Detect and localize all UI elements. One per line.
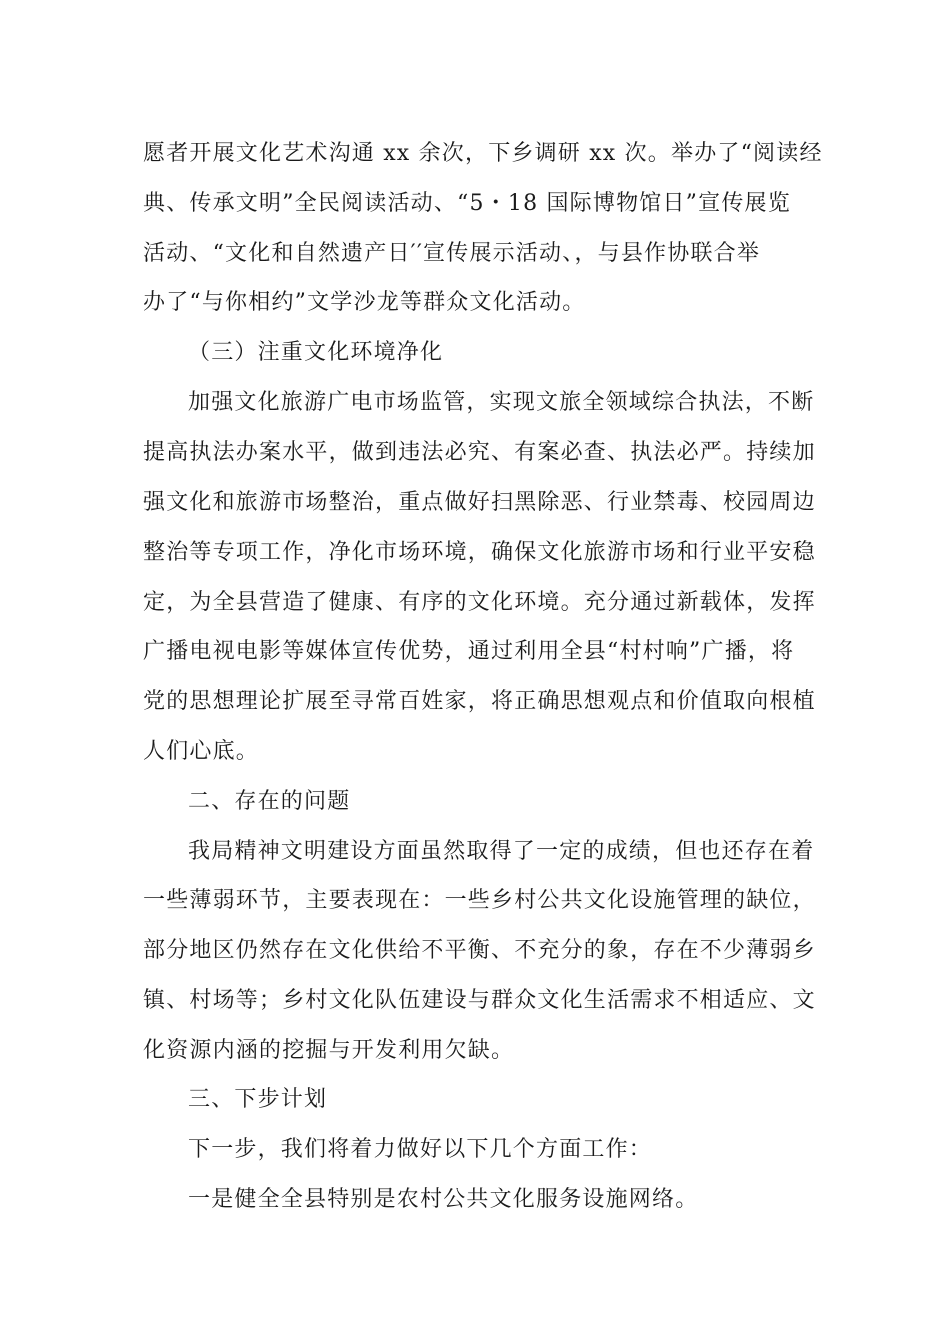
text-line: 下一步，我们将着力做好以下几个方面工作：	[188, 1137, 653, 1162]
text-line: 加强文化旅游广电市场监管，实现文旅全领域综合执法，不断	[188, 390, 815, 415]
text-line: 定，为全县营造了健康、有序的文化环境。充分通过新载体，发挥	[143, 590, 816, 615]
text-line: 愿者开展文化艺术沟通 xx 余次，下乡调研 xx 次。举办了“阅读经	[143, 141, 823, 166]
text-line: 广播电视电影等媒体宣传优势，通过利用全县“村村响”广播，将	[143, 639, 795, 664]
text-line: 一是健全全县特别是农村公共文化服务设施网络。	[188, 1187, 699, 1212]
section-heading: 三、下步计划	[188, 1087, 328, 1112]
text-line: 镇、村场等；乡村文化队伍建设与群众文化生活需求不相适应、文	[143, 988, 816, 1013]
text-line: 人们心底。	[143, 739, 260, 764]
text-line: 部分地区仍然存在文化供给不平衡、不充分的象，存在不少薄弱乡	[143, 938, 816, 963]
text-line: 办了“与你相约”文学沙龙等群众文化活动。	[143, 290, 586, 315]
text-line: 一些薄弱环节，主要表现在：一些乡村公共文化设施管理的缺位，	[143, 888, 816, 913]
section-heading: （三）注重文化环境净化	[188, 340, 444, 365]
text-line: 强文化和旅游市场整治，重点做好扫黑除恶、行业禁毒、校园周边	[143, 490, 816, 515]
text-line: 化资源内涵的挖掘与开发利用欠缺。	[143, 1038, 515, 1063]
text-line: 整治等专项工作，净化市场环境，确保文化旅游市场和行业平安稳	[143, 540, 816, 565]
text-line: 典、传承文明”全民阅读活动、“5・18 国际博物馆日”宣传展览	[143, 191, 791, 216]
text-line: 我局精神文明建设方面虽然取得了一定的成绩，但也还存在着	[188, 839, 815, 864]
text-line: 提高执法办案水平，做到违法必究、有案必查、执法必严。持续加	[143, 440, 816, 465]
section-heading: 二、存在的问题	[188, 789, 351, 814]
text-line: 活动、“文化和自然遗产日′′宣传展示活动、，与县作协联合举	[143, 241, 761, 266]
text-line: 党的思想理论扩展至寻常百姓家，将正确思想观点和价值取向根植	[143, 689, 816, 714]
